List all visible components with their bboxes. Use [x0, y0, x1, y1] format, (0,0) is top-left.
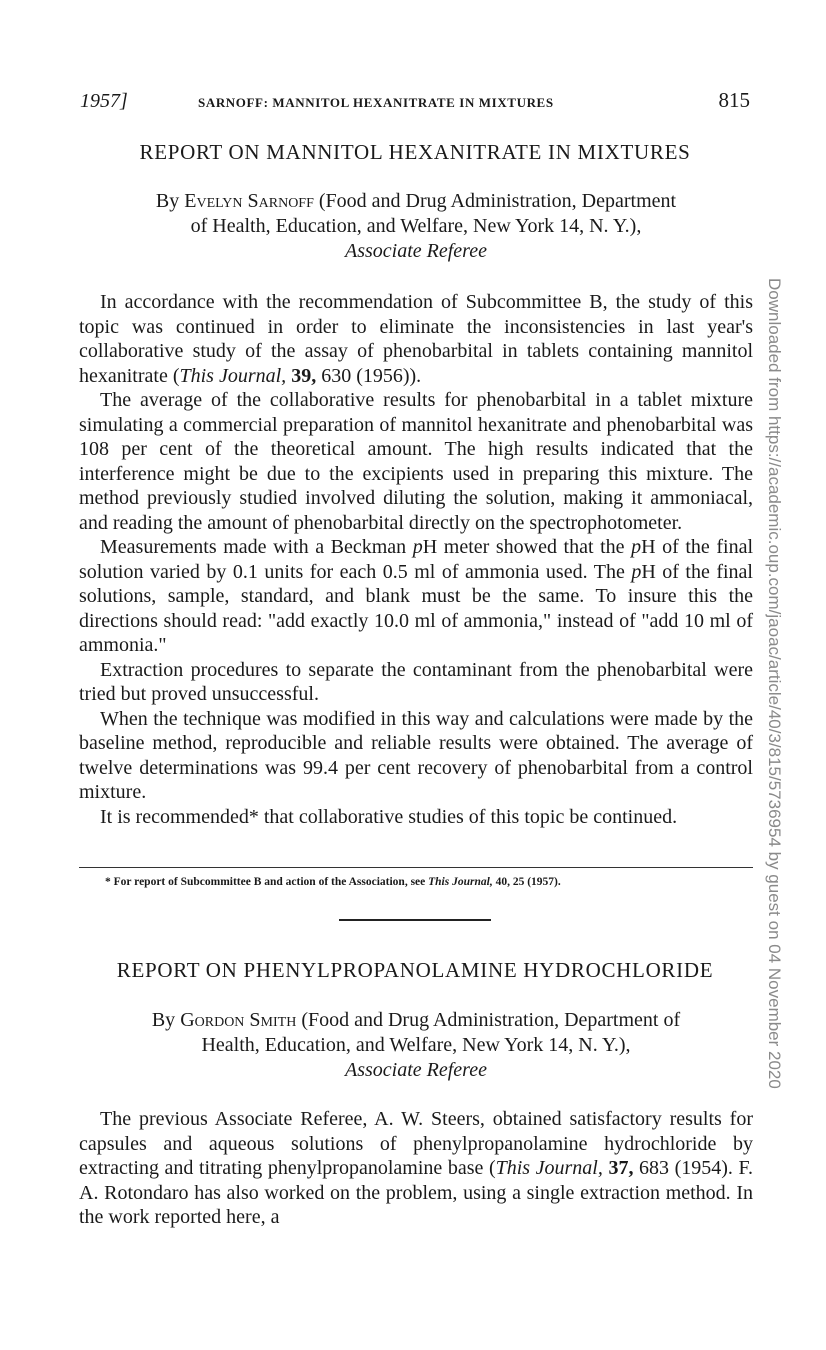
report1-byline-line1: By Evelyn Sarnoff (Food and Drug Administration, Department: [155, 190, 677, 212]
running-title: SARNOFF: MANNITOL HEXANITRATE IN MIXTURES: [198, 95, 554, 110]
report2-affiliation: Health, Education, and Welfare, New York 14, N. Y.),: [201, 1034, 631, 1056]
report1-footnote: * For report of Subcommittee B and action of the Association, see This Journal, 40, 25 (1957).: [105, 876, 561, 888]
report2-paragraph-1: The previous Associate Referee, A. W. Steers, obtained satisfactory results for capsules and aqueous solutions of phenylpropanolamine hydrochloride by extracting and titrating phenylpropanolamine base (This Journal, 37, 683 (1954). F. A. Rotondaro has also worked on the problem, using a single extraction method. In the work reported here, a: [79, 1108, 754, 1228]
report1-paragraph-6: It is recommended* that collaborative studies of this topic be continued.: [100, 805, 678, 828]
report2-title: REPORT ON PHENYLPROPANOLAMINE HYDROCHLORIDE: [116, 958, 714, 982]
report1-body: [79, 290, 753, 829]
page-number: 815: [718, 88, 750, 112]
report1-author: Evelyn Sarnoff: [184, 190, 314, 212]
section-separator: [339, 919, 491, 921]
report1-paragraph-4: Extraction procedures to separate the contaminant from the phenobarbital were tried but proved unsuccessful.: [79, 658, 753, 705]
running-year: 1957]: [80, 90, 128, 112]
report2-byline: [79, 1008, 753, 1083]
report1-paragraph-3: Measurements made with a Beckman pH meter showed that the pH of the final solution varied by 0.1 units for each 0.5 ml of ammonia used. The pH of the final solutions, sample, standard, and blank must be the same. To insure this the directions should read: "add exactly 10.0 ml of ammonia," instead of "add 10 ml of ammonia.": [79, 536, 754, 656]
report1-paragraph-5: When the technique was modified in this way and calculations were made by the baseline method, reproducible and reliable results were obtained. The average of twelve determinations was 99.4 per cent recovery of phenobarbital from a control mixture.: [79, 707, 753, 803]
download-watermark: Downloaded from https://academic.oup.com/jaoac/article/40/3/815/5736954 by guest on 04 November 2020: [765, 278, 784, 1089]
report1-paragraph-1: In accordance with the recommendation of Subcommittee B, the study of this topic was continued in order to eliminate the inconsistencies in last year's collaborative study of the assay of phenobarbital in tablets containing mannitol hexanitrate (This Journal, 39, 630 (1956)).: [79, 291, 753, 387]
report2-byline-line1: By Gordon Smith (Food and Drug Administration, Department of: [151, 1009, 681, 1031]
report2-author: Gordon Smith: [180, 1009, 297, 1031]
report1-role: Associate Referee: [345, 240, 487, 262]
report1-title: REPORT ON MANNITOL HEXANITRATE IN MIXTURES: [139, 140, 691, 164]
footnote-rule: [79, 867, 753, 868]
report1-byline: [79, 189, 753, 264]
report1-affiliation: of Health, Education, and Welfare, New York 14, N. Y.),: [190, 215, 642, 237]
report1-paragraph-2: The average of the collaborative results for phenobarbital in a tablet mixture simulating a commercial preparation of mannitol hexanitrate and phenobarbital was 108 per cent of the theoretical amount. The high results indicated that the interference might be due to the excipients used in preparing this mixture. The method previously studied involved diluting the solution, making it ammoniacal, and reading the amount of phenobarbital directly on the spectrophotometer.: [79, 389, 753, 534]
report2-body: [79, 1107, 753, 1230]
report2-role: Associate Referee: [345, 1059, 487, 1081]
